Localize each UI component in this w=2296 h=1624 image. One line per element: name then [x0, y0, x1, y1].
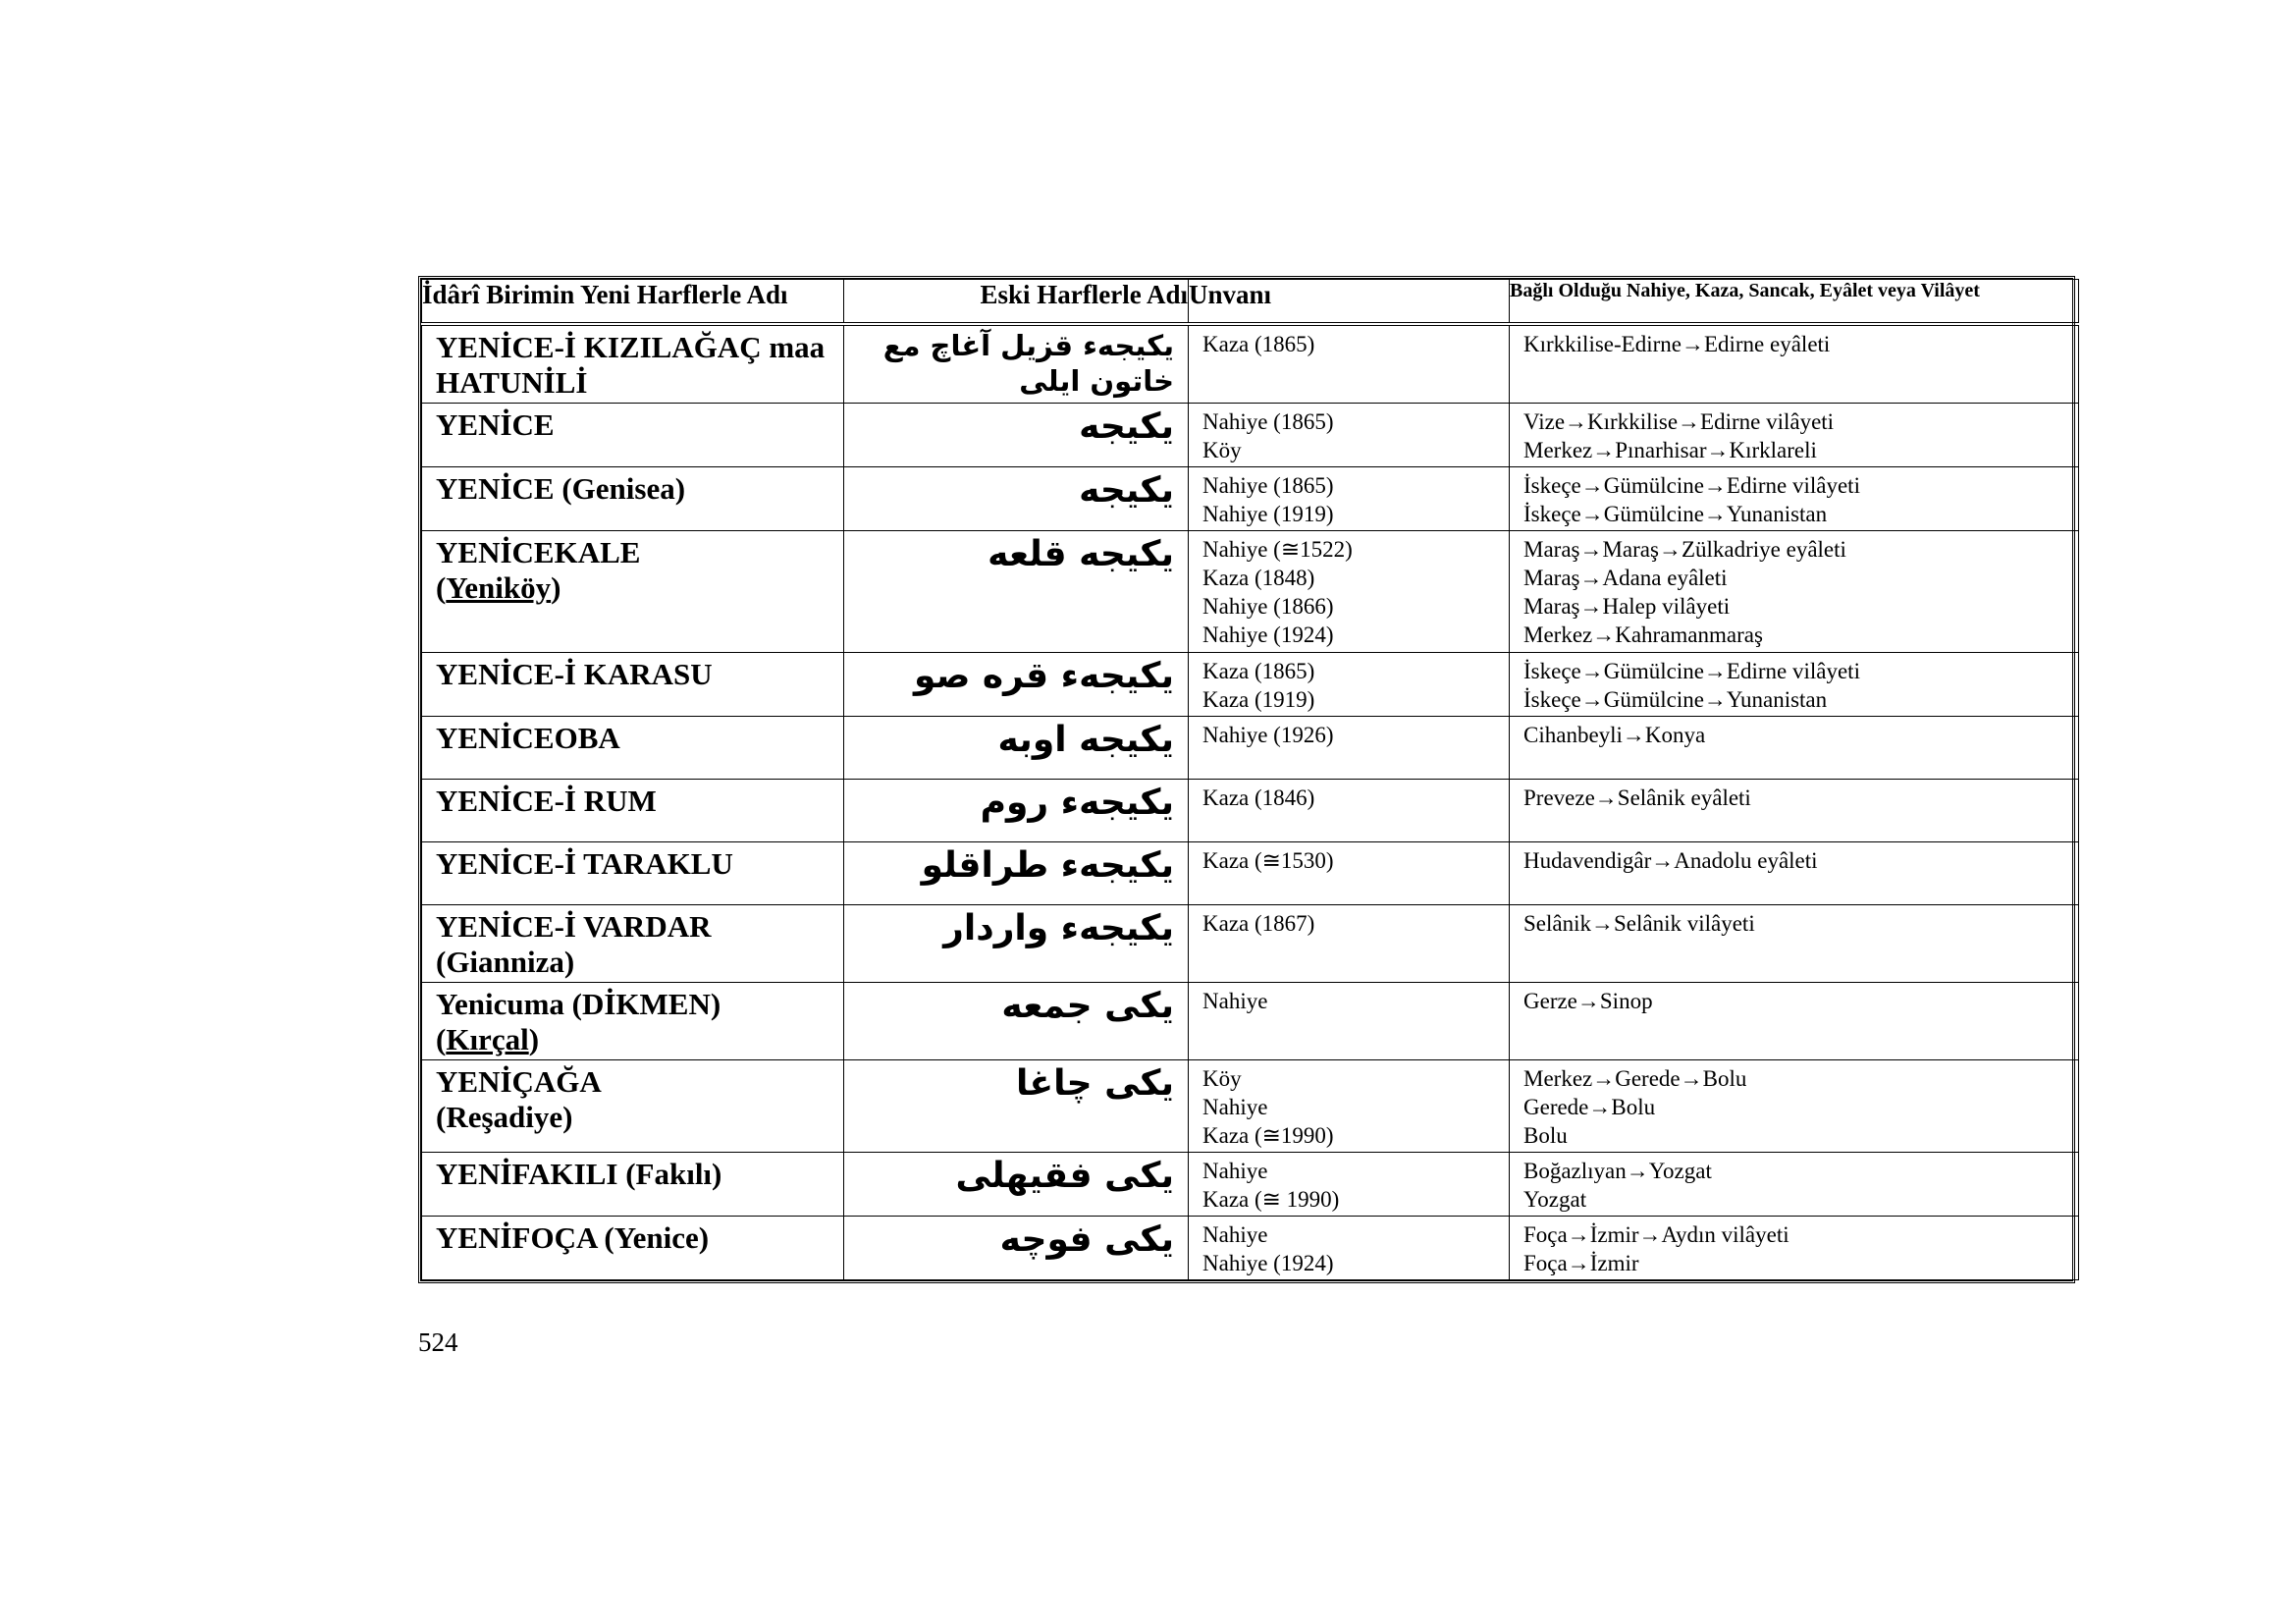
title-line: Nahiye (1924)	[1202, 623, 1334, 647]
unit-dependency	[1510, 717, 2079, 780]
title-line: Nahiye (1865)	[1202, 473, 1334, 498]
title-line: Köy	[1202, 1066, 1242, 1091]
title-line: Nahiye (1926)	[1202, 723, 1334, 747]
ottoman-name: يكيجه قلعه	[844, 531, 1189, 653]
unit-name	[422, 905, 844, 983]
title-line: Nahiye (1865)	[1202, 409, 1334, 434]
ottoman-name: يكيجهء طراقلو	[844, 842, 1189, 905]
dependency-line: Maraş→Halep vilâyeti	[1523, 594, 1731, 619]
unit-dependency	[1510, 324, 2079, 404]
ottoman-name: يكيجه	[844, 404, 1189, 467]
unit-name: YENİCE	[422, 404, 844, 467]
unit-titles	[1189, 324, 1510, 404]
table-row	[422, 404, 2079, 467]
header-title: Unvanı	[1189, 280, 1510, 325]
unit-name	[422, 531, 844, 653]
table-header	[422, 280, 2079, 325]
unit-dependency	[1510, 653, 2079, 717]
dependency-line: Preveze→Selânik eyâleti	[1523, 785, 1751, 810]
title-line: Nahiye	[1202, 1095, 1268, 1119]
title-line: Kaza (1846)	[1202, 785, 1315, 810]
title-line: Nahiye	[1202, 989, 1268, 1013]
dependency-line: Merkez→Pınarhisar→Kırklareli	[1523, 438, 1817, 462]
header-name: İdârî Birimin Yeni Harflerle Adı	[422, 280, 844, 325]
dependency-line: Hudavendigâr→Anadolu eyâleti	[1523, 848, 1818, 873]
alt-name-underlined: Kırçal	[446, 1022, 529, 1056]
unit-name: YENİFAKILI (Fakılı)	[422, 1153, 844, 1217]
unit-dependency	[1510, 983, 2079, 1060]
table-row	[422, 1153, 2079, 1217]
table-row	[422, 1217, 2079, 1280]
dependency-line: Maraş→Maraş→Zülkadriye eyâleti	[1523, 537, 1846, 562]
dependency-line: Yozgat	[1523, 1187, 1587, 1212]
dependency-line: Selânik→Selânik vilâyeti	[1523, 911, 1755, 936]
unit-name: YENİCE-İ TARAKLU	[422, 842, 844, 905]
ottoman-name: يكی جمعه	[844, 983, 1189, 1060]
ottoman-name: يكيجه اوبه	[844, 717, 1189, 780]
unit-alt-name: (Kırçal)	[436, 1022, 540, 1056]
ottoman-name: يكی فوچه	[844, 1217, 1189, 1280]
dependency-line: Maraş→Adana eyâleti	[1523, 566, 1728, 590]
table-row	[422, 324, 2079, 404]
unit-titles	[1189, 404, 1510, 467]
gazetteer-table	[421, 279, 2079, 1280]
unit-titles	[1189, 653, 1510, 717]
page-number: 524	[418, 1327, 458, 1357]
unit-name-text: YENİCEKALE	[436, 535, 641, 569]
unit-name: YENİFOÇA (Yenice)	[422, 1217, 844, 1280]
dependency-line: Gerze→Sinop	[1523, 989, 1653, 1013]
dependency-line: Foça→İzmir	[1523, 1251, 1639, 1275]
header-dependency: Bağlı Olduğu Nahiye, Kaza, Sancak, Eyâlet veya Vilâyet	[1510, 280, 2079, 325]
unit-titles	[1189, 1217, 1510, 1280]
unit-titles	[1189, 905, 1510, 983]
title-line: Nahiye	[1202, 1159, 1268, 1183]
dependency-line: Foça→İzmir→Aydın vilâyeti	[1523, 1222, 1789, 1247]
unit-name: YENİCEOBA	[422, 717, 844, 780]
ottoman-name: يكيجهء روم	[844, 780, 1189, 842]
alt-name-underlined: Yeniköy	[446, 570, 552, 605]
header-row	[422, 280, 2079, 325]
unit-alt-name: (Yeniköy)	[436, 570, 561, 605]
table-row	[422, 467, 2079, 531]
unit-name-text: Yenicuma (DİKMEN)	[436, 987, 721, 1021]
dependency-line: Bolu	[1523, 1123, 1568, 1148]
dependency-line: İskeçe→Gümülcine→Edirne vilâyeti	[1523, 659, 1860, 683]
header-old-script: Eski Harflerle Adı	[844, 280, 1189, 325]
ottoman-name: يكيجهء قزيل آغاچ مع خاتون ايلی	[844, 324, 1189, 404]
unit-name	[422, 324, 844, 404]
title-line: Köy	[1202, 438, 1242, 462]
title-line: Kaza (≅1530)	[1202, 848, 1334, 873]
table-row	[422, 531, 2079, 653]
title-line: Kaza (≅ 1990)	[1202, 1187, 1340, 1212]
unit-dependency	[1510, 404, 2079, 467]
dependency-line: İskeçe→Gümülcine→Yunanistan	[1523, 502, 1828, 526]
gazetteer-table-frame	[418, 276, 2075, 1283]
unit-dependency	[1510, 905, 2079, 983]
dependency-line: Cihanbeyli→Konya	[1523, 723, 1706, 747]
dependency-line: İskeçe→Gümülcine→Yunanistan	[1523, 687, 1828, 712]
unit-name: YENİCE (Genisea)	[422, 467, 844, 531]
unit-name: YENİCE-İ KARASU	[422, 653, 844, 717]
title-line: Kaza (1867)	[1202, 911, 1315, 936]
unit-dependency	[1510, 842, 2079, 905]
unit-titles	[1189, 842, 1510, 905]
unit-dependency	[1510, 1060, 2079, 1153]
title-line: Kaza (≅1990)	[1202, 1123, 1334, 1148]
unit-name-text: YENİCE-İ KIZILAĞAÇ maa HATUNİLİ	[436, 330, 826, 400]
unit-titles	[1189, 1060, 1510, 1153]
unit-titles	[1189, 1153, 1510, 1217]
title-line: Kaza (1848)	[1202, 566, 1315, 590]
unit-name	[422, 983, 844, 1060]
table-row	[422, 842, 2079, 905]
dependency-line: Merkez→Gerede→Bolu	[1523, 1066, 1747, 1091]
table-row	[422, 653, 2079, 717]
ottoman-name: يكی فقيهلی	[844, 1153, 1189, 1217]
unit-titles	[1189, 717, 1510, 780]
dependency-line: Gerede→Bolu	[1523, 1095, 1656, 1119]
unit-name: YENİCE-İ RUM	[422, 780, 844, 842]
title-line: Nahiye (1924)	[1202, 1251, 1334, 1275]
ottoman-name: يكيجهء قره صو	[844, 653, 1189, 717]
unit-name	[422, 1060, 844, 1153]
title-line: Nahiye	[1202, 1222, 1268, 1247]
table-row	[422, 905, 2079, 983]
unit-dependency	[1510, 467, 2079, 531]
unit-titles	[1189, 467, 1510, 531]
table-row	[422, 1060, 2079, 1153]
dependency-line: Kırkkilise-Edirne→Edirne eyâleti	[1523, 332, 1831, 356]
dependency-line: Vize→Kırkkilise→Edirne vilâyeti	[1523, 409, 1835, 434]
title-line: Kaza (1865)	[1202, 332, 1315, 356]
unit-alt-name: (Reşadiye)	[436, 1100, 573, 1134]
title-line: Nahiye (≅1522)	[1202, 537, 1353, 562]
unit-name-text: YENİÇAĞA	[436, 1064, 602, 1099]
title-line: Nahiye (1919)	[1202, 502, 1334, 526]
table-body	[422, 324, 2079, 1280]
unit-dependency	[1510, 780, 2079, 842]
dependency-line: Boğazlıyan→Yozgat	[1523, 1159, 1712, 1183]
unit-name-text: YENİCE-İ VARDAR	[436, 909, 712, 944]
table-row	[422, 983, 2079, 1060]
unit-titles	[1189, 983, 1510, 1060]
dependency-line: İskeçe→Gümülcine→Edirne vilâyeti	[1523, 473, 1860, 498]
title-line: Kaza (1865)	[1202, 659, 1315, 683]
unit-dependency	[1510, 1153, 2079, 1217]
table-row	[422, 780, 2079, 842]
dependency-line: Merkez→Kahramanmaraş	[1523, 623, 1763, 647]
ottoman-name: يكيجهء واردار	[844, 905, 1189, 983]
unit-titles	[1189, 531, 1510, 653]
unit-titles	[1189, 780, 1510, 842]
table-row	[422, 717, 2079, 780]
title-line: Kaza (1919)	[1202, 687, 1315, 712]
unit-dependency	[1510, 531, 2079, 653]
unit-dependency	[1510, 1217, 2079, 1280]
ottoman-name: يكيجه	[844, 467, 1189, 531]
title-line: Nahiye (1866)	[1202, 594, 1334, 619]
ottoman-name: يكی چاغا	[844, 1060, 1189, 1153]
unit-alt-name: (Gianniza)	[436, 945, 575, 979]
